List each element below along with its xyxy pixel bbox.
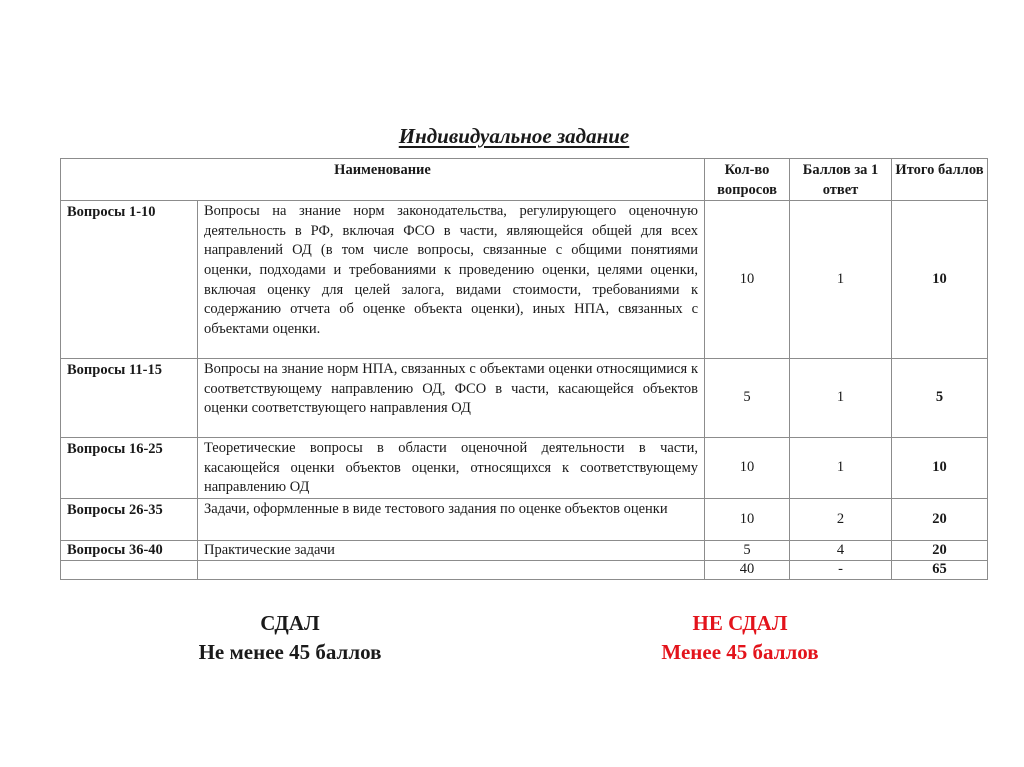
row-description: Вопросы на знание норм НПА, связанных с объектами оценки относящимися к соответствующему направлению ОД, ФСО в части, касающейся объектов оценки соответствующего направления ОД (198, 359, 705, 438)
fail-result (610, 609, 870, 667)
row-points: 1 (790, 359, 892, 438)
row-count: 10 (705, 498, 790, 540)
row-total: 10 (892, 201, 988, 359)
row-label: Вопросы 16-25 (61, 438, 198, 499)
row-points: 2 (790, 498, 892, 540)
table-summary-row (61, 560, 988, 579)
row-count: 5 (705, 359, 790, 438)
row-points: 4 (790, 540, 892, 560)
pass-condition: Не менее 45 баллов (198, 640, 382, 664)
document-title: Индивидуальное задание (398, 124, 630, 148)
header-count: Кол-во вопросов (705, 159, 790, 201)
row-description: Вопросы на знание норм законодательства, регулирующего оценочную деятельность в РФ, включая ФСО в части, являющейся общей для всех направлений ОД (в том числе вопросы, связанные с общими понятиями оценки, подходами и требованиями к проведению оценки, целями оценки, включая оценку для целей залога, видами стоимости, требованиями к содержанию отчета об оценке объекта оценки), иных НПА, связанных с объектами оценки. (198, 201, 705, 359)
document-title-wrap (0, 124, 1024, 149)
row-description: Теоретические вопросы в области оценочной деятельности в части, касающейся оценки объектов оценки, относящихся к соответствующему направлению ОД (198, 438, 705, 499)
row-count: 10 (705, 438, 790, 499)
row-count: 5 (705, 540, 790, 560)
assignment-table (60, 158, 988, 580)
header-name: Наименование (61, 159, 705, 201)
summary-description (198, 560, 705, 579)
row-total: 20 (892, 498, 988, 540)
summary-total: 65 (892, 560, 988, 579)
table-row (61, 540, 988, 560)
row-label: Вопросы 1-10 (61, 201, 198, 359)
table-row (61, 438, 988, 499)
header-total-points: Итого баллов (892, 159, 988, 201)
row-count: 10 (705, 201, 790, 359)
table-row (61, 201, 988, 359)
summary-count: 40 (705, 560, 790, 579)
fail-condition: Менее 45 баллов (661, 640, 819, 664)
table-row (61, 498, 988, 540)
table-header-row (61, 159, 988, 201)
row-total: 5 (892, 359, 988, 438)
pass-title: СДАЛ (260, 611, 320, 635)
row-label: Вопросы 11-15 (61, 359, 198, 438)
pass-result (160, 609, 420, 667)
table-row (61, 359, 988, 438)
row-description: Задачи, оформленные в виде тестового задания по оценке объектов оценки (198, 498, 705, 540)
header-points-per-answer: Баллов за 1 ответ (790, 159, 892, 201)
summary-points: - (790, 560, 892, 579)
row-label: Вопросы 26-35 (61, 498, 198, 540)
row-total: 20 (892, 540, 988, 560)
summary-label (61, 560, 198, 579)
fail-title: НЕ СДАЛ (692, 611, 788, 635)
row-total: 10 (892, 438, 988, 499)
row-points: 1 (790, 201, 892, 359)
row-points: 1 (790, 438, 892, 499)
row-description: Практические задачи (198, 540, 705, 560)
row-label: Вопросы 36-40 (61, 540, 198, 560)
